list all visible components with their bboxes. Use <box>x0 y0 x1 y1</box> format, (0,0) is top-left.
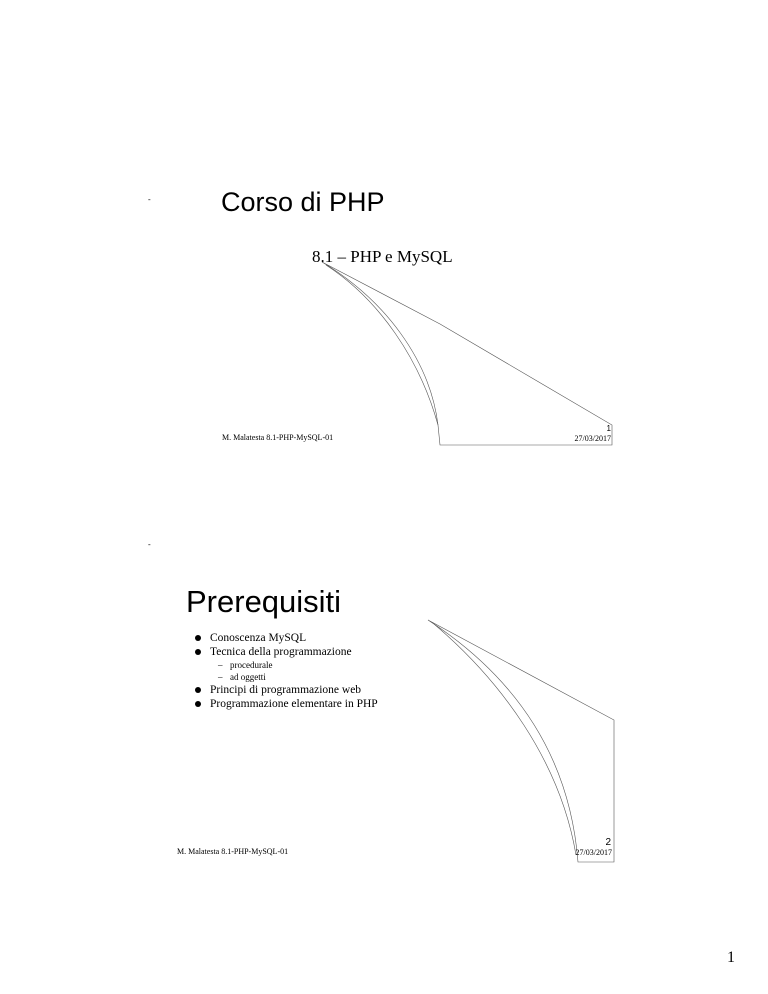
slide2-marker: - <box>148 540 151 549</box>
sub-list <box>210 659 378 683</box>
dash-icon: – <box>218 660 223 670</box>
bullet-icon <box>195 635 201 641</box>
slide2-date: 27/03/2017 <box>575 848 612 857</box>
prerequisites-list <box>195 631 378 711</box>
list-item <box>195 697 378 711</box>
list-item-text: Principi di programmazione web <box>210 684 362 696</box>
sub-list-item-text: ad oggetti <box>230 672 266 682</box>
sub-list-item <box>218 671 378 683</box>
list-item-text: Tecnica della programmazione <box>210 646 352 658</box>
slide1-date: 27/03/2017 <box>574 434 611 443</box>
list-item <box>195 631 378 645</box>
bullet-icon <box>195 649 201 655</box>
slide2-curl-line <box>428 620 614 862</box>
list-item-text: Programmazione elementare in PHP <box>210 698 378 710</box>
bullet-icon <box>195 701 201 707</box>
slide1-page-number: 1 <box>606 424 611 433</box>
slide2-curl-inner <box>434 624 576 855</box>
list-item <box>195 683 378 697</box>
slide1-title: Corso di PHP <box>221 187 385 217</box>
bullet-icon <box>195 687 201 693</box>
list-item <box>195 645 378 683</box>
page-number: 1 <box>727 949 735 966</box>
slide2-page-number: 2 <box>605 837 611 848</box>
slide1-marker: - <box>148 195 151 204</box>
slide1-curl-line <box>322 262 612 445</box>
list-item-text: Conoscenza MySQL <box>210 632 307 644</box>
slide1-curl-inner <box>326 265 438 425</box>
sub-list-item-text: procedurale <box>230 660 273 670</box>
sub-list-item <box>218 659 378 671</box>
slide2-footer-author: M. Malatesta 8.1-PHP-MySQL-01 <box>177 847 289 856</box>
slide1-footer-author: M. Malatesta 8.1-PHP-MySQL-01 <box>222 433 334 442</box>
slide2-title: Prerequisiti <box>186 584 342 619</box>
slide1-subtitle: 8.1 – PHP e MySQL <box>312 247 453 266</box>
dash-icon: – <box>218 672 223 682</box>
